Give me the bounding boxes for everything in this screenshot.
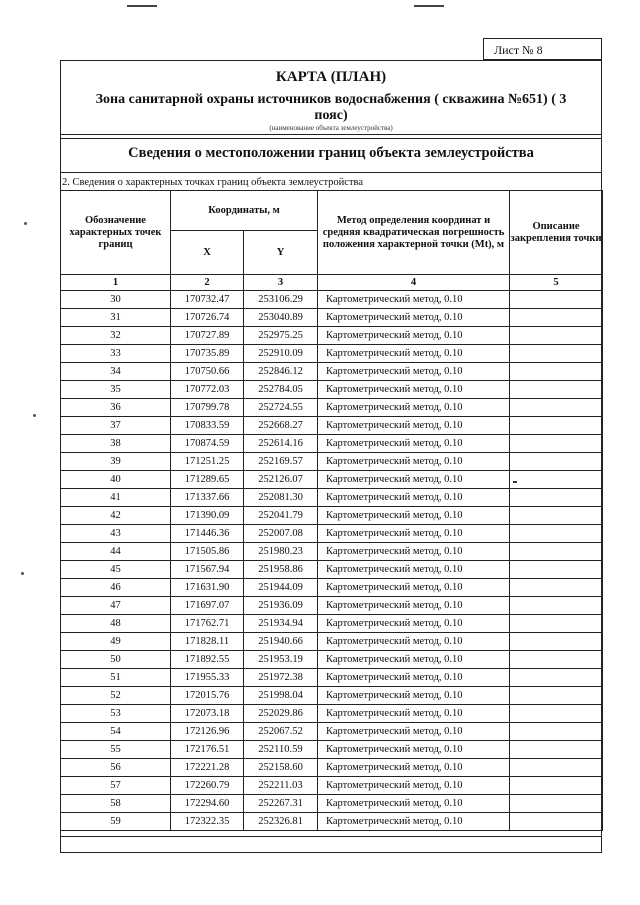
cell-point: 40 [61, 471, 171, 489]
cell-x: 170750.66 [171, 363, 244, 381]
cell-method: Картометрический метод, 0.10 [318, 417, 510, 435]
cell-description [510, 327, 603, 345]
cell-y: 252211.03 [244, 777, 318, 795]
cell-x: 171251.25 [171, 453, 244, 471]
cell-description [510, 759, 603, 777]
cell-x: 172221.28 [171, 759, 244, 777]
table-row [61, 543, 603, 561]
cell-method: Картометрический метод, 0.10 [318, 561, 510, 579]
cell-method: Картометрический метод, 0.10 [318, 615, 510, 633]
table-row [61, 417, 603, 435]
cell-x: 170874.59 [171, 435, 244, 453]
scan-artifact-top-right [414, 5, 444, 7]
section-heading: Сведения о местоположении границ объекта землеустройства [128, 145, 534, 161]
cell-y: 251944.09 [244, 579, 318, 597]
cell-method: Картометрический метод, 0.10 [318, 363, 510, 381]
cell-method: Картометрический метод, 0.10 [318, 327, 510, 345]
cell-x: 172073.18 [171, 705, 244, 723]
cell-x: 171505.86 [171, 543, 244, 561]
cell-x: 172294.60 [171, 795, 244, 813]
cell-description [510, 417, 603, 435]
cell-description [510, 741, 603, 759]
cell-point: 51 [61, 669, 171, 687]
cell-point: 58 [61, 795, 171, 813]
table-row [61, 633, 603, 651]
cell-description [510, 543, 603, 561]
cell-method: Картометрический метод, 0.10 [318, 291, 510, 309]
table-row [61, 309, 603, 327]
cell-x: 171390.09 [171, 507, 244, 525]
cell-description [510, 669, 603, 687]
cell-point: 48 [61, 615, 171, 633]
cell-description [510, 399, 603, 417]
cell-description [510, 525, 603, 543]
cell-point: 37 [61, 417, 171, 435]
table-row [61, 561, 603, 579]
cell-y: 252784.05 [244, 381, 318, 399]
table-row [61, 597, 603, 615]
cell-x: 171955.33 [171, 669, 244, 687]
cell-description [510, 597, 603, 615]
divider [61, 138, 601, 139]
scan-speck [33, 414, 36, 417]
cell-y: 252169.57 [244, 453, 318, 471]
cell-x: 171446.36 [171, 525, 244, 543]
cell-method: Картометрический метод, 0.10 [318, 687, 510, 705]
cell-method: Картометрический метод, 0.10 [318, 345, 510, 363]
table-row [61, 759, 603, 777]
cell-method: Картометрический метод, 0.10 [318, 471, 510, 489]
cell-y: 252975.25 [244, 327, 318, 345]
document-frame [60, 60, 602, 853]
header-description: Описание закрепления точки [510, 191, 603, 275]
cell-x: 172126.96 [171, 723, 244, 741]
cell-description [510, 561, 603, 579]
cell-y: 251953.19 [244, 651, 318, 669]
cell-description [510, 777, 603, 795]
cell-point: 38 [61, 435, 171, 453]
cell-y: 253040.89 [244, 309, 318, 327]
cell-description [510, 615, 603, 633]
cell-y: 251934.94 [244, 615, 318, 633]
column-numbers-row [61, 275, 603, 291]
column-number: 5 [510, 275, 603, 291]
cell-point: 41 [61, 489, 171, 507]
cell-x: 172260.79 [171, 777, 244, 795]
cell-x: 170727.89 [171, 327, 244, 345]
cell-y: 252067.52 [244, 723, 318, 741]
table-row [61, 399, 603, 417]
table-row [61, 777, 603, 795]
cell-x: 170772.03 [171, 381, 244, 399]
cell-description [510, 579, 603, 597]
table-row [61, 669, 603, 687]
table-row [61, 687, 603, 705]
cell-x: 171892.55 [171, 651, 244, 669]
table-row [61, 795, 603, 813]
cell-point: 34 [61, 363, 171, 381]
cell-point: 47 [61, 597, 171, 615]
table-body [61, 291, 603, 831]
cell-y: 251972.38 [244, 669, 318, 687]
cell-description [510, 381, 603, 399]
cell-method: Картометрический метод, 0.10 [318, 435, 510, 453]
table-row [61, 345, 603, 363]
sheet-number: Лист № 8 [483, 38, 602, 60]
table-row [61, 615, 603, 633]
cell-description [510, 453, 603, 471]
cell-point: 54 [61, 723, 171, 741]
object-name-caption: (наименование объекта землеустройства) [269, 124, 393, 132]
cell-description [510, 435, 603, 453]
cell-y: 252158.60 [244, 759, 318, 777]
table-row [61, 507, 603, 525]
cell-point: 50 [61, 651, 171, 669]
table-row [61, 723, 603, 741]
cell-point: 57 [61, 777, 171, 795]
cell-x: 171337.66 [171, 489, 244, 507]
cell-y: 252614.16 [244, 435, 318, 453]
cell-y: 252007.08 [244, 525, 318, 543]
cell-y: 251998.04 [244, 687, 318, 705]
cell-y: 253106.29 [244, 291, 318, 309]
table-row [61, 489, 603, 507]
table-row [61, 435, 603, 453]
cell-x: 171697.07 [171, 597, 244, 615]
header-y: Y [244, 231, 318, 275]
cell-description [510, 507, 603, 525]
cell-y: 252126.07 [244, 471, 318, 489]
cell-y: 252029.86 [244, 705, 318, 723]
table-row [61, 741, 603, 759]
cell-point: 32 [61, 327, 171, 345]
cell-method: Картометрический метод, 0.10 [318, 705, 510, 723]
cell-method: Картометрический метод, 0.10 [318, 633, 510, 651]
table-row [61, 453, 603, 471]
cell-method: Картометрический метод, 0.10 [318, 651, 510, 669]
cell-description [510, 705, 603, 723]
cell-x: 172176.51 [171, 741, 244, 759]
cell-point: 35 [61, 381, 171, 399]
cell-method: Картометрический метод, 0.10 [318, 507, 510, 525]
cell-method: Картометрический метод, 0.10 [318, 813, 510, 831]
cell-x: 170732.47 [171, 291, 244, 309]
cell-point: 56 [61, 759, 171, 777]
cell-method: Картометрический метод, 0.10 [318, 795, 510, 813]
cell-description [510, 471, 603, 489]
cell-y: 252910.09 [244, 345, 318, 363]
cell-method: Картометрический метод, 0.10 [318, 579, 510, 597]
section-subheading: 2. Сведения о характерных точках границ объекта землеустройства [62, 177, 364, 188]
cell-method: Картометрический метод, 0.10 [318, 741, 510, 759]
column-number: 4 [318, 275, 510, 291]
cell-description [510, 813, 603, 831]
column-number: 2 [171, 275, 244, 291]
cell-y: 252110.59 [244, 741, 318, 759]
cell-y: 251936.09 [244, 597, 318, 615]
cell-description [510, 687, 603, 705]
cell-description [510, 291, 603, 309]
cell-y: 252267.31 [244, 795, 318, 813]
cell-y: 252081.30 [244, 489, 318, 507]
document-title: КАРТА (ПЛАН) [275, 69, 387, 85]
cell-point: 59 [61, 813, 171, 831]
cell-y: 252041.79 [244, 507, 318, 525]
column-number: 3 [244, 275, 318, 291]
cell-method: Картометрический метод, 0.10 [318, 543, 510, 561]
cell-y: 251940.66 [244, 633, 318, 651]
cell-description [510, 723, 603, 741]
table-row [61, 327, 603, 345]
header-method: Метод определения координат и средняя квадратическая погрешность положения характерной точки (Mt), м [318, 191, 510, 275]
table-row [61, 813, 603, 831]
cell-method: Картометрический метод, 0.10 [318, 669, 510, 687]
cell-x: 170735.89 [171, 345, 244, 363]
table-row [61, 651, 603, 669]
cell-method: Картометрический метод, 0.10 [318, 381, 510, 399]
cell-method: Картометрический метод, 0.10 [318, 309, 510, 327]
cell-y: 252668.27 [244, 417, 318, 435]
cell-x: 172322.35 [171, 813, 244, 831]
cell-x: 171567.94 [171, 561, 244, 579]
frame-inner-bottom-rule [60, 836, 602, 837]
cell-method: Картометрический метод, 0.10 [318, 489, 510, 507]
cell-point: 31 [61, 309, 171, 327]
cell-point: 44 [61, 543, 171, 561]
cell-point: 42 [61, 507, 171, 525]
cell-y: 251958.86 [244, 561, 318, 579]
header-point: Обозначение характерных точек границ [61, 191, 171, 275]
cell-method: Картометрический метод, 0.10 [318, 597, 510, 615]
cell-method: Картометрический метод, 0.10 [318, 759, 510, 777]
object-name: Зона санитарной охраны источников водоснабжения ( скважина №651) ( 3 пояс) [95, 92, 567, 123]
cell-x: 171762.71 [171, 615, 244, 633]
table-row [61, 363, 603, 381]
cell-x: 170726.74 [171, 309, 244, 327]
cell-point: 30 [61, 291, 171, 309]
table-row [61, 471, 603, 489]
cell-x: 172015.76 [171, 687, 244, 705]
cell-point: 45 [61, 561, 171, 579]
title-block [61, 61, 601, 124]
table-row [61, 525, 603, 543]
cell-y: 252326.81 [244, 813, 318, 831]
cell-point: 43 [61, 525, 171, 543]
table-row [61, 381, 603, 399]
table-row [61, 579, 603, 597]
cell-x: 171289.65 [171, 471, 244, 489]
cell-point: 49 [61, 633, 171, 651]
cell-method: Картометрический метод, 0.10 [318, 399, 510, 417]
cell-point: 53 [61, 705, 171, 723]
cell-description [510, 489, 603, 507]
cell-y: 252846.12 [244, 363, 318, 381]
cell-point: 36 [61, 399, 171, 417]
cell-description [510, 309, 603, 327]
divider [61, 134, 601, 135]
cell-point: 39 [61, 453, 171, 471]
cell-x: 171828.11 [171, 633, 244, 651]
cell-method: Картометрический метод, 0.10 [318, 453, 510, 471]
cell-point: 52 [61, 687, 171, 705]
cell-description [510, 633, 603, 651]
cell-point: 55 [61, 741, 171, 759]
cell-method: Картометрический метод, 0.10 [318, 525, 510, 543]
cell-description [510, 651, 603, 669]
cell-description [510, 345, 603, 363]
cell-point: 33 [61, 345, 171, 363]
divider [61, 172, 601, 173]
column-number: 1 [61, 275, 171, 291]
cell-y: 251980.23 [244, 543, 318, 561]
table-row [61, 705, 603, 723]
cell-description [510, 795, 603, 813]
table-row [61, 291, 603, 309]
cell-x: 170799.78 [171, 399, 244, 417]
header-x: X [171, 231, 244, 275]
cell-method: Картометрический метод, 0.10 [318, 723, 510, 741]
cell-point: 46 [61, 579, 171, 597]
cell-y: 252724.55 [244, 399, 318, 417]
cell-x: 170833.59 [171, 417, 244, 435]
scan-speck [24, 222, 27, 225]
scan-speck [21, 572, 24, 575]
pencil-mark [513, 481, 517, 483]
boundary-points-table [60, 190, 603, 831]
cell-description [510, 363, 603, 381]
cell-x: 171631.90 [171, 579, 244, 597]
scan-artifact-top-left [127, 5, 157, 7]
cell-method: Картометрический метод, 0.10 [318, 777, 510, 795]
header-coords: Координаты, м [171, 191, 318, 231]
